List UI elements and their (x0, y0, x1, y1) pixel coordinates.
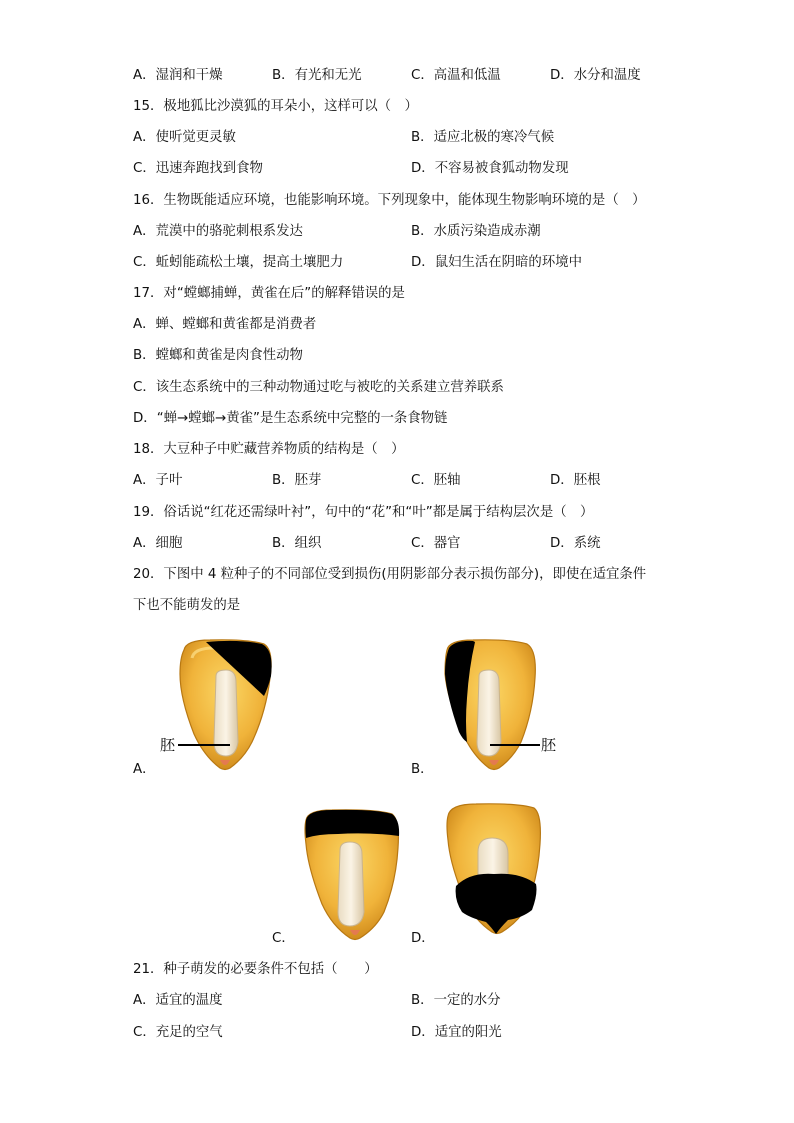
q18-option-b: B．胚芽 (272, 473, 322, 488)
q18-option-c: C．胚轴 (411, 473, 461, 488)
seed-a-label: A． (133, 762, 156, 777)
q15-option-c: C．迅速奔跑找到食物 (133, 161, 263, 176)
q19-stem: 19．俗话说“红花还需绿叶衬”，句中的“花”和“叶”都是属于结构层次是（ ） (133, 505, 594, 520)
q16-option-d: D．鼠妇生活在阴暗的环境中 (411, 255, 582, 270)
seed-figure-d (440, 800, 550, 940)
seed-b-embryo-label: 胚 (541, 736, 557, 754)
q21-option-d: D．适宜的阳光 (411, 1025, 502, 1040)
q19-option-d: D．系统 (550, 536, 601, 551)
seed-figure-a (170, 638, 280, 773)
q15-stem: 15．极地狐比沙漠狐的耳朵小，这样可以（ ） (133, 99, 418, 114)
q17-stem: 17．对“螳螂捕蝉，黄雀在后”的解释错误的是 (133, 286, 405, 301)
q20-stem-line1: 20．下图中 4 粒种子的不同部位受到损伤(用阴影部分表示损伤部分)，即使在适宜条件 (133, 567, 647, 582)
q21-stem: 21．种子萌发的必要条件不包括（ ） (133, 962, 378, 977)
q14-option-c: C．高温和低温 (411, 68, 501, 83)
q16-stem: 16．生物既能适应环境，也能影响环境。下列现象中，能体现生物影响环境的是（ ） (133, 193, 646, 208)
q17-option-c: C．该生态系统中的三种动物通过吃与被吃的关系建立营养联系 (133, 380, 504, 395)
q19-option-a: A．细胞 (133, 536, 183, 551)
q17-option-a: A．蝉、螳螂和黄雀都是消费者 (133, 317, 317, 332)
q18-option-d: D．胚根 (550, 473, 601, 488)
q14-option-a: A．湿润和干燥 (133, 68, 223, 83)
q17-option-d: D．“蝉→螳螂→黄雀”是生态系统中完整的一条食物链 (133, 411, 448, 426)
q19-option-b: B．组织 (272, 536, 322, 551)
seed-d-label: D． (411, 931, 435, 946)
q15-option-b: B．适应北极的寒冷气候 (411, 130, 555, 145)
seed-a-embryo-label: 胚 (160, 736, 176, 754)
seed-a-embryo-pointer (178, 744, 230, 746)
q17-option-b: B．螳螂和黄雀是肉食性动物 (133, 348, 303, 363)
q15-option-a: A．使听觉更灵敏 (133, 130, 236, 145)
q16-option-b: B．水质污染造成赤潮 (411, 224, 541, 239)
seed-figure-b (437, 638, 547, 773)
q14-option-b: B．有光和无光 (272, 68, 362, 83)
seed-figure-c (298, 808, 408, 943)
q18-option-a: A．子叶 (133, 473, 183, 488)
q21-option-c: C．充足的空气 (133, 1025, 223, 1040)
seed-b-embryo-pointer (490, 744, 540, 746)
q15-option-d: D．不容易被食狐动物发现 (411, 161, 569, 176)
q14-option-d: D．水分和温度 (550, 68, 641, 83)
q16-option-c: C．蚯蚓能疏松土壤，提高土壤肥力 (133, 255, 344, 270)
q21-option-b: B．一定的水分 (411, 993, 501, 1008)
q18-stem: 18．大豆种子中贮藏营养物质的结构是（ ） (133, 442, 405, 457)
q21-option-a: A．适宜的温度 (133, 993, 223, 1008)
q19-option-c: C．器官 (411, 536, 461, 551)
seed-b-label: B． (411, 762, 434, 777)
seed-c-label: C． (272, 931, 295, 946)
q20-stem-line2: 下也不能萌发的是 (133, 598, 241, 613)
q16-option-a: A．荒漠中的骆驼刺根系发达 (133, 224, 303, 239)
